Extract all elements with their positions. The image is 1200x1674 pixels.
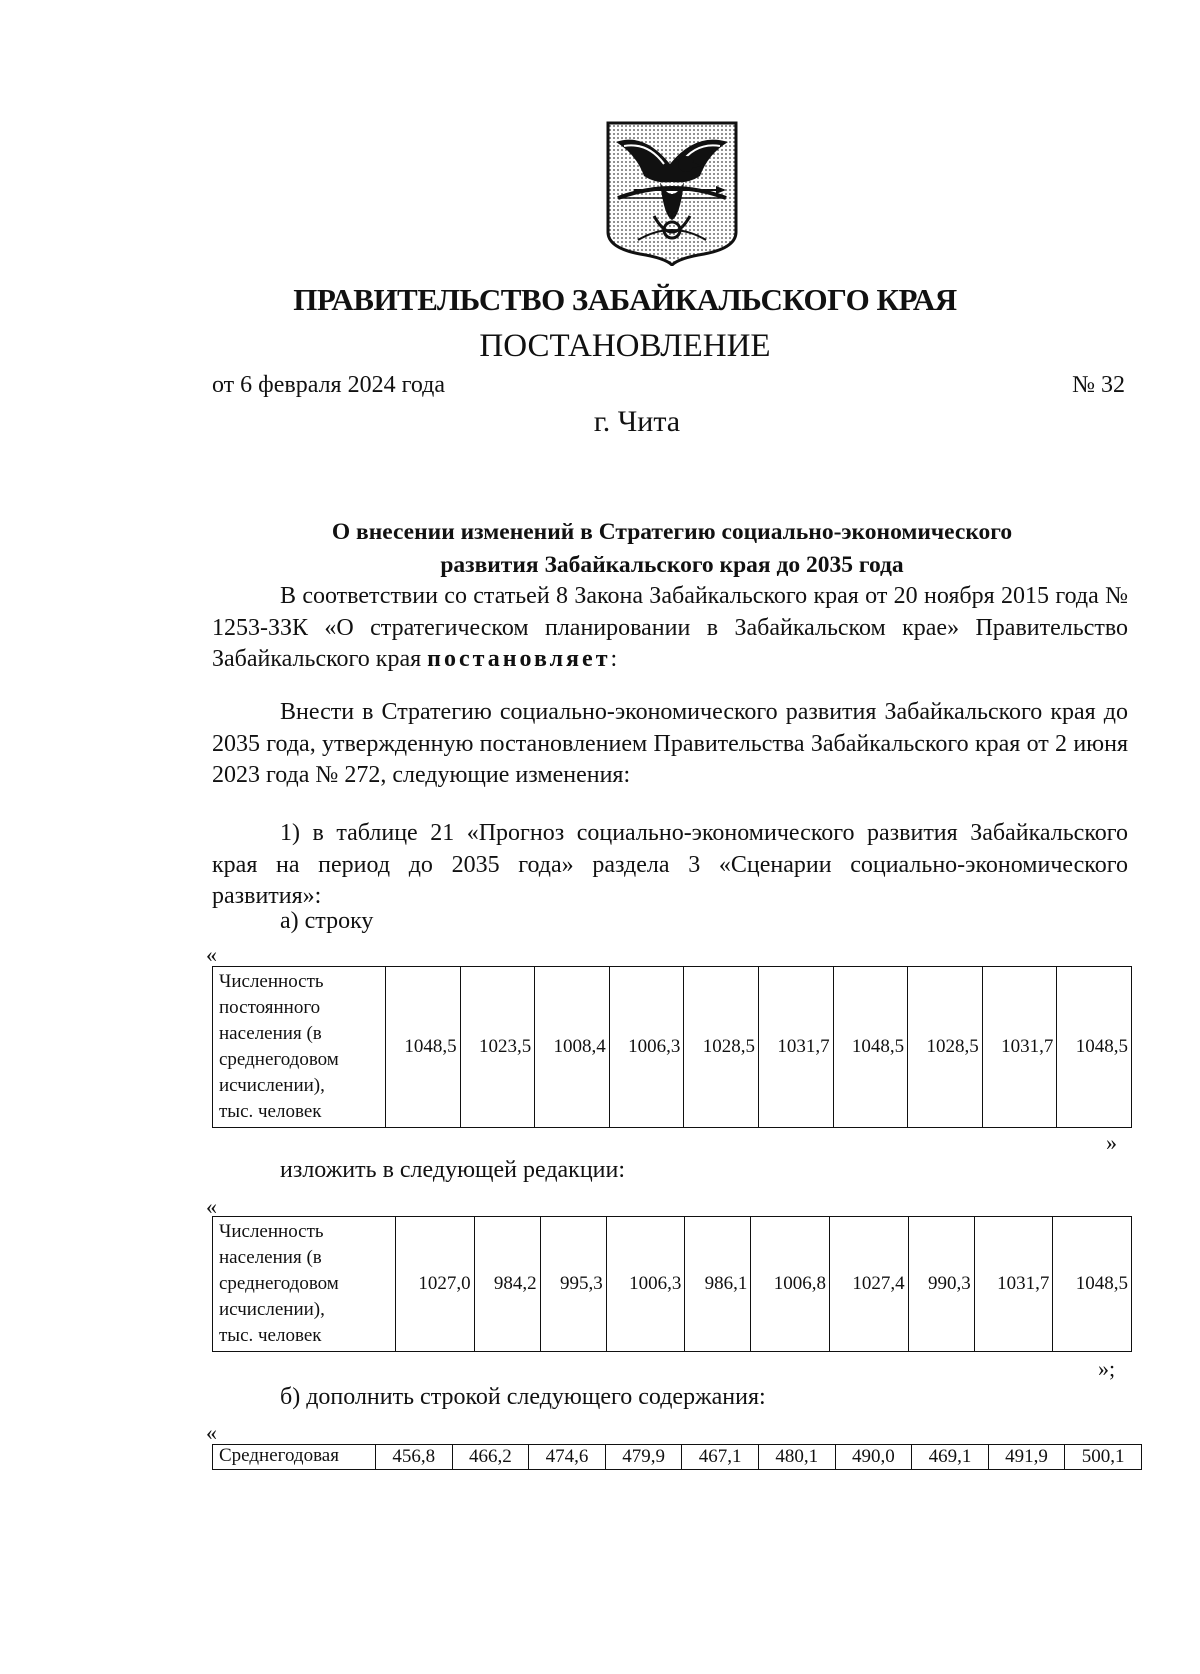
- table-cell: 467,1: [682, 1445, 759, 1470]
- preamble-text: В соответствии со статьей 8 Закона Забайкальского края от 20 ноября 2015 года № 1253-ЗЗК «О стратегическом планировании в Забайкальском крае» Правительство Забайкальского края: [212, 583, 1128, 672]
- label-line: населения (в: [219, 1023, 322, 1044]
- government-title: ПРАВИТЕЛЬСТВО ЗАБАЙКАЛЬСКОГО КРАЯ: [293, 282, 957, 317]
- preamble-colon: :: [610, 646, 618, 672]
- item-a-text: а) строку: [280, 908, 374, 934]
- table-cell: 1048,5: [1053, 1217, 1132, 1352]
- table-cell: 1027,0: [396, 1217, 475, 1352]
- table-cell: 1048,5: [1057, 967, 1132, 1128]
- table-cell: 469,1: [912, 1445, 989, 1470]
- label-line: тыс. человек: [219, 1325, 322, 1346]
- table-cell: 1006,3: [609, 967, 684, 1128]
- table-row: [213, 1445, 1142, 1470]
- decree-word: постановляет: [427, 646, 611, 672]
- document-date: от 6 февраля 2024 года: [212, 372, 446, 398]
- table-cell: 490,0: [835, 1445, 912, 1470]
- close-quote-1: »: [1106, 1130, 1117, 1155]
- close-quote-2: »;: [1098, 1356, 1116, 1381]
- replace-with-text: изложить в следующей редакции:: [280, 1157, 626, 1183]
- label-line: Численность: [219, 971, 324, 992]
- label-line: постоянного: [219, 997, 321, 1018]
- item-1-text: 1) в таблице 21 «Прогноз социально-экономического развития Забайкальского края на период до 2035 года» раздела 3 «Сценарии социально-экономического развития»:: [212, 820, 1128, 909]
- open-quote-2: «: [206, 1194, 217, 1219]
- table-old-row: [212, 966, 1132, 1128]
- subject-line-2: развития Забайкальского края до 2035 года: [440, 552, 904, 578]
- table-cell: 479,9: [605, 1445, 682, 1470]
- table-cell: 1028,5: [908, 967, 983, 1128]
- table-cell: 1027,4: [830, 1217, 909, 1352]
- table-cell: 491,9: [988, 1445, 1065, 1470]
- subject-line-1: О внесении изменений в Стратегию социально-экономического: [331, 519, 1013, 545]
- table-cell: 1031,7: [974, 1217, 1053, 1352]
- table-cell: 466,2: [452, 1445, 529, 1470]
- table-cell: 456,8: [376, 1445, 453, 1470]
- item-1-paragraph: [212, 818, 1128, 913]
- table-cell: 1008,4: [535, 967, 610, 1128]
- item-b-text: б) дополнить строкой следующего содержания:: [280, 1384, 766, 1410]
- row-label-new: [213, 1217, 396, 1352]
- open-quote-1: «: [206, 942, 217, 967]
- table-cell: 500,1: [1065, 1445, 1142, 1470]
- document-number: № 32: [1072, 372, 1125, 398]
- table-added-row: [212, 1444, 1142, 1470]
- row-label-added: Среднегодовая: [213, 1445, 376, 1470]
- table-cell: 1048,5: [386, 967, 461, 1128]
- label-line: исчислении),: [219, 1075, 325, 1096]
- open-quote-3: «: [206, 1420, 217, 1445]
- table-cell: 480,1: [758, 1445, 835, 1470]
- document-type: ПОСТАНОВЛЕНИЕ: [479, 328, 771, 364]
- label-line: тыс. человек: [219, 1101, 322, 1122]
- table-cell: 984,2: [474, 1217, 540, 1352]
- preamble-paragraph: [212, 581, 1128, 676]
- table-cell: 1028,5: [684, 967, 759, 1128]
- row-label-old: [213, 967, 386, 1128]
- table-cell: 986,1: [685, 1217, 751, 1352]
- label-line: Численность: [219, 1221, 324, 1242]
- intro-paragraph: [212, 697, 1128, 792]
- table-cell: 1023,5: [460, 967, 535, 1128]
- table-new-row: [212, 1216, 1132, 1352]
- zabaykalsky-krai-coat-of-arms-icon: [604, 120, 740, 266]
- table-cell: 990,3: [908, 1217, 974, 1352]
- table-cell: 995,3: [540, 1217, 606, 1352]
- label-line: населения (в: [219, 1247, 322, 1268]
- table-cell: 1031,7: [982, 967, 1057, 1128]
- label-line: исчислении),: [219, 1299, 325, 1320]
- table-row: [213, 967, 1132, 1128]
- label-line: среднегодовом: [219, 1273, 339, 1294]
- table-cell: 474,6: [529, 1445, 606, 1470]
- table-cell: 1006,8: [751, 1217, 830, 1352]
- table-cell: 1031,7: [758, 967, 833, 1128]
- table-cell: 1048,5: [833, 967, 908, 1128]
- table-row: [213, 1217, 1132, 1352]
- label-line: среднегодовом: [219, 1049, 339, 1070]
- document-city: г. Чита: [593, 405, 681, 438]
- document-subject: [212, 516, 1132, 582]
- table-cell: 1006,3: [606, 1217, 685, 1352]
- intro-text: Внести в Стратегию социально-экономического развития Забайкальского края до 2035 года, утвержденную постановлением Правительства Забайкальского края от 2 июня 2023 года № 272, следующие изменения:: [212, 699, 1128, 788]
